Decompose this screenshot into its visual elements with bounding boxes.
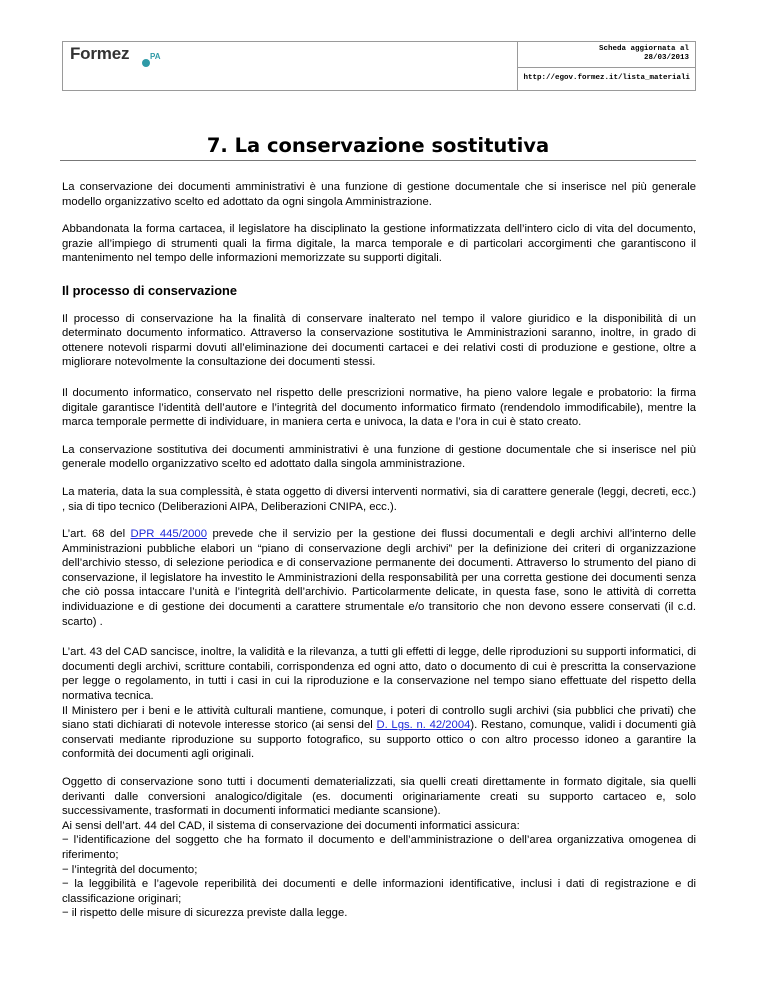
paragraph-oggetto: Oggetto di conservazione sono tutti i documenti dematerializzati, sia quelli creati direttamente in formato digitale, sia quelli derivanti dalle conversioni analogico/digitale (es. documenti originariamente creati su supporto cartaceo e, solo successivamente, trasformati in documenti informatici mediante scansione). <box>62 776 696 818</box>
header-box <box>62 41 696 91</box>
list-item: − l’integrità del documento; <box>62 863 198 876</box>
logo-suffix: PA <box>150 52 161 61</box>
paragraph-ministero: Il Ministero per i beni e le attività culturali mantiene, comunque, i poteri di controllo sugli archivi (sia pubblici che privati) che siano stati dichiarati di notevole interesse storico (ai sensi del D. Lgs. n. 42/2004). Restano, comunque, validi i documenti già conservati mediante riproduzione su supporto fotografico, su supporto ottico o con altro processo idoneo a garantire la conformità dei documenti agli originali. <box>62 704 696 761</box>
intro-paragraph-2: Abbandonata la forma cartacea, il legislatore ha disciplinato la gestione informatizzata dell’intero ciclo di vita del documento, grazie all’impiego di strumenti quali la firma digitale, la marca temporale e di particolari accorgimenti che garantiscono il mantenimento nel tempo delle informazioni memorizzate su supporti digitali. <box>62 223 696 265</box>
paragraph-finalita: Il processo di conservazione ha la finalità di conservare inalterato nel tempo il valore giuridico e la disponibilità di un determinato documento informatico. Attraverso la conservazione sostitutiva le Amministrazioni saranno, inoltre, in grado di ottenere notevoli risparmi dovuti all’eliminazione dei documenti cartacei e dei relativi costi di produzione e gestione, oltre a migliorare notevolmente la consultazione dei documenti stessi. <box>62 312 696 369</box>
paragraph-funzione: La conservazione sostitutiva dei documenti amministrativi è una funzione di gestione documentale che si inserisce nel più generale modello organizzativo scelto ed adottato dalla singola amministrazione. <box>62 443 696 471</box>
paragraph-normativa: La materia, data la sua complessità, è stata oggetto di diversi interventi normativi, sia di carattere generale (leggi, decreti, ecc.) , sia di tipo tecnico (Deliberazioni AIPA, Deliberazioni CNIPA, ecc.). <box>62 485 696 513</box>
title-divider <box>60 160 696 161</box>
logo-cell <box>63 42 518 90</box>
update-label: Scheda aggiornata al <box>598 45 689 53</box>
section-heading: Il processo di conservazione <box>62 282 237 298</box>
paragraph-art68: L’art. 68 del DPR 445/2000 prevede che il servizio per la gestione dei flussi documentali e degli archivi all’interno delle Amministrazioni pubbliche elabori un “piano di conservazione degli archivi” per la definizione dei criteri di organizzazione dell’archivio stesso, di selezione periodica e di conservazione permanente dei documenti. Attraverso lo strumento del piano di conservazione, il legislatore ha investito le Amministrazioni della responsabilità per una corretta gestione dei documenti senza che ciò possa intaccare l’unità e l’integrità dell’archivio. Particolarmente delicate, in questa fase, sono le attività di corretta individuazione e di gestione dei documenti a carattere strumentale e/o transitorio che non devono essere conservati (il c.d. scarto) . <box>62 528 696 628</box>
document-body <box>62 180 696 921</box>
list-item: − la leggibilità e l’agevole reperibilità dei documenti e delle informazioni identificative, inclusi i dati di registrazione e di classificazione originari; <box>62 878 696 905</box>
paragraph-art43: L’art. 43 del CAD sancisce, inoltre, la validità e la rilevanza, a tutti gli effetti di legge, delle riproduzioni su supporti informatici, di documenti degli archivi, scritture contabili, corrispondenza ed ogni atto, dato o documento di cui è prescritta la conservazione per legge o regolamento, in tutti i casi in cui la riproduzione e la conservazione nel tempo siano effettuate del rispetto della normativa tecnica. <box>62 646 696 703</box>
dlgs-42-link[interactable]: D. Lgs. n. 42/2004 <box>376 719 471 732</box>
paragraph-art44: Ai sensi dell’art. 44 del CAD, il sistema di conservazione dei documenti informatici assicura: <box>62 819 520 832</box>
logo-dot-icon <box>142 59 150 67</box>
list-item: − il rispetto delle misure di sicurezza previste dalla legge. <box>62 907 348 920</box>
formez-logo: Formez <box>70 44 130 63</box>
page-title: 7. La conservazione sostitutiva <box>206 134 550 157</box>
update-date: 28/03/2013 <box>643 54 689 62</box>
header-url: http://egov.formez.it/lista_materiali <box>523 74 690 82</box>
url-cell <box>518 68 695 90</box>
update-cell <box>518 42 695 68</box>
intro-paragraph-1: La conservazione dei documenti amministrativi è una funzione di gestione documentale che si inserisce nel più generale modello organizzativo scelto ed adottato da ogni singola Amministrazione. <box>62 181 696 208</box>
list-item: − l’identificazione del soggetto che ha formato il documento e dell’amministrazione o dell’area organizzativa omogenea di riferimento; <box>62 834 696 861</box>
dpr-445-link[interactable]: DPR 445/2000 <box>130 528 207 541</box>
paragraph-valore-legale: Il documento informatico, conservato nel rispetto delle prescrizioni normative, ha pieno valore legale e probatorio: la firma digitale garantisce l’identità dell’autore e l’integrità del documento informatico firmato (rendendolo immodificabile), mentre la marca temporale permette di individuare, in maniera certa e univoca, la data e l’ora in cui è stato creato. <box>62 386 696 429</box>
